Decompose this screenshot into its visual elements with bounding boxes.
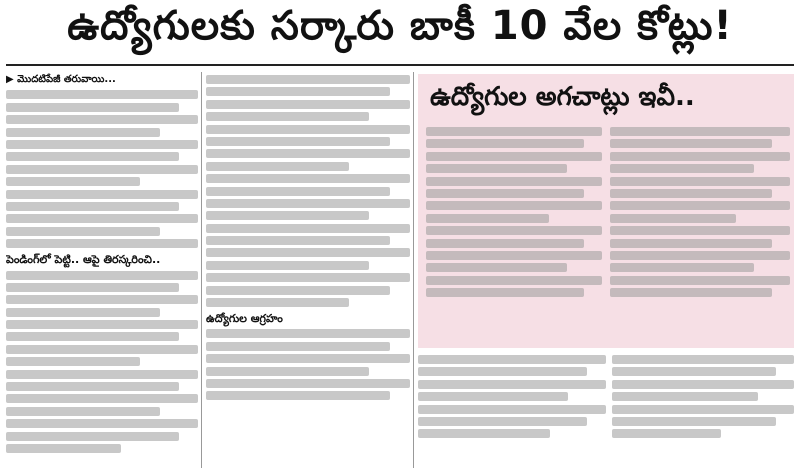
box-column-2: [610, 124, 790, 344]
continuation-kicker: ▶ మొదటిపేజీ తరువాయి...: [6, 74, 116, 85]
article-column-4: [612, 352, 794, 468]
article-column-2: [206, 72, 410, 468]
article-column-3: [418, 352, 606, 468]
subhead-pending: పెండింగ్‌లో పెట్టి.. ఆపై తిరస్కరించి..: [6, 253, 161, 267]
headline-rule: [6, 64, 794, 66]
column-divider: [201, 72, 202, 468]
subhead-anger: ఉద్యోగుల ఆగ్రహం: [206, 312, 283, 326]
article-column-1: [6, 72, 198, 468]
box-column-1: [426, 124, 602, 344]
box-title: ఉద్యోగుల అగచాట్లు ఇవీ..: [430, 82, 695, 112]
column-divider: [413, 72, 414, 468]
headline: ఉద్యోగులకు సర్కారు బాకీ 10 వేల కోట్లు!: [67, 3, 733, 49]
